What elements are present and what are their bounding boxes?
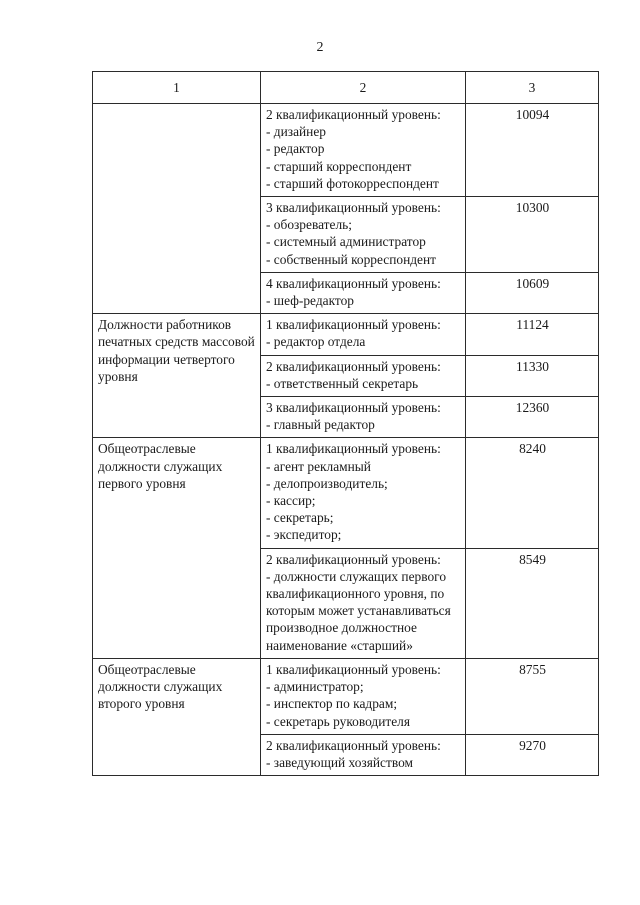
position-item: - агент рекламный bbox=[266, 458, 371, 474]
salary-cell: 10300 bbox=[466, 197, 599, 273]
category-cell: Должности работников печатных средств массовой информации четвертого уровня bbox=[93, 314, 261, 438]
qualification-level: 2 квалификационный уровень: bbox=[266, 551, 441, 567]
table-row bbox=[93, 314, 599, 355]
position-item: - администратор; bbox=[266, 679, 364, 695]
qualification-level: 2 квалификационный уровень: bbox=[266, 107, 441, 122]
table-row bbox=[93, 438, 599, 548]
qualification-level: 1 квалификационный уровень: bbox=[266, 661, 441, 677]
column-header: 1 bbox=[93, 72, 261, 104]
position-item: - заведующий хозяйством bbox=[266, 754, 413, 770]
qualification-level: 2 квалификационный уровень: bbox=[266, 737, 441, 753]
qualification-level: 3 квалификационный уровень: bbox=[266, 400, 441, 416]
qualification-level: 4 квалификационный уровень: bbox=[266, 275, 441, 291]
table-header-row bbox=[93, 72, 599, 104]
category-cell: Общеотраслевые должности служащих первого уровня bbox=[93, 438, 261, 658]
table-body bbox=[93, 104, 599, 776]
salary-cell: 10094 bbox=[466, 104, 599, 197]
position-item: - кассир; bbox=[266, 493, 316, 509]
position-item: - старший фотокорреспондент bbox=[266, 175, 439, 191]
qualification-cell bbox=[261, 104, 466, 197]
salary-cell: 8240 bbox=[466, 438, 599, 548]
position-item: - редактор отдела bbox=[266, 334, 366, 350]
column-header: 3 bbox=[466, 72, 599, 104]
salary-cell: 10609 bbox=[466, 272, 599, 313]
position-item: - системный администратор bbox=[266, 234, 426, 250]
position-item: - шеф-редактор bbox=[266, 293, 354, 309]
position-item: - делопроизводитель; bbox=[266, 475, 388, 491]
position-item: - редактор bbox=[266, 141, 325, 157]
column-header: 2 bbox=[261, 72, 466, 104]
qualification-cell bbox=[261, 355, 466, 396]
qualification-cell bbox=[261, 548, 466, 658]
salary-cell: 12360 bbox=[466, 397, 599, 438]
qualification-cell bbox=[261, 272, 466, 313]
position-item: - старший корреспондент bbox=[266, 158, 412, 174]
position-item: - должности служащих первого квалификационного уровня, по которым может устанавливаться производное должностное наименование «старший» bbox=[266, 568, 451, 653]
position-item: - главный редактор bbox=[266, 417, 375, 433]
category-cell: Общеотраслевые должности служащих второго уровня bbox=[93, 658, 261, 775]
salary-cell: 9270 bbox=[466, 734, 599, 775]
category-cell bbox=[93, 104, 261, 314]
position-item: - секретарь руководителя bbox=[266, 713, 411, 729]
salary-cell: 11124 bbox=[466, 314, 599, 355]
position-item: - собственный корреспондент bbox=[266, 251, 437, 267]
salary-cell: 8755 bbox=[466, 658, 599, 734]
salary-cell: 11330 bbox=[466, 355, 599, 396]
qualification-cell bbox=[261, 397, 466, 438]
table-row bbox=[93, 658, 599, 734]
position-item: - ответственный секретарь bbox=[266, 375, 419, 391]
position-item: - секретарь; bbox=[266, 510, 334, 526]
qualification-cell bbox=[261, 197, 466, 273]
page-number: 2 bbox=[316, 40, 324, 55]
qualification-cell bbox=[261, 314, 466, 355]
qualification-level: 1 квалификационный уровень: bbox=[266, 441, 441, 457]
qualification-level: 1 квалификационный уровень: bbox=[266, 317, 441, 333]
position-item: - инспектор по кадрам; bbox=[266, 696, 398, 712]
position-item: - экспедитор; bbox=[266, 527, 342, 543]
salary-table bbox=[92, 71, 599, 776]
position-item: - дизайнер bbox=[266, 124, 326, 140]
qualification-level: 3 квалификационный уровень: bbox=[266, 200, 441, 216]
qualification-cell bbox=[261, 734, 466, 775]
qualification-level: 2 квалификационный уровень: bbox=[266, 358, 441, 374]
qualification-cell bbox=[261, 658, 466, 734]
salary-cell: 8549 bbox=[466, 548, 599, 658]
qualification-cell bbox=[261, 438, 466, 548]
table-row bbox=[93, 104, 599, 197]
position-item: - обозреватель; bbox=[266, 217, 352, 233]
